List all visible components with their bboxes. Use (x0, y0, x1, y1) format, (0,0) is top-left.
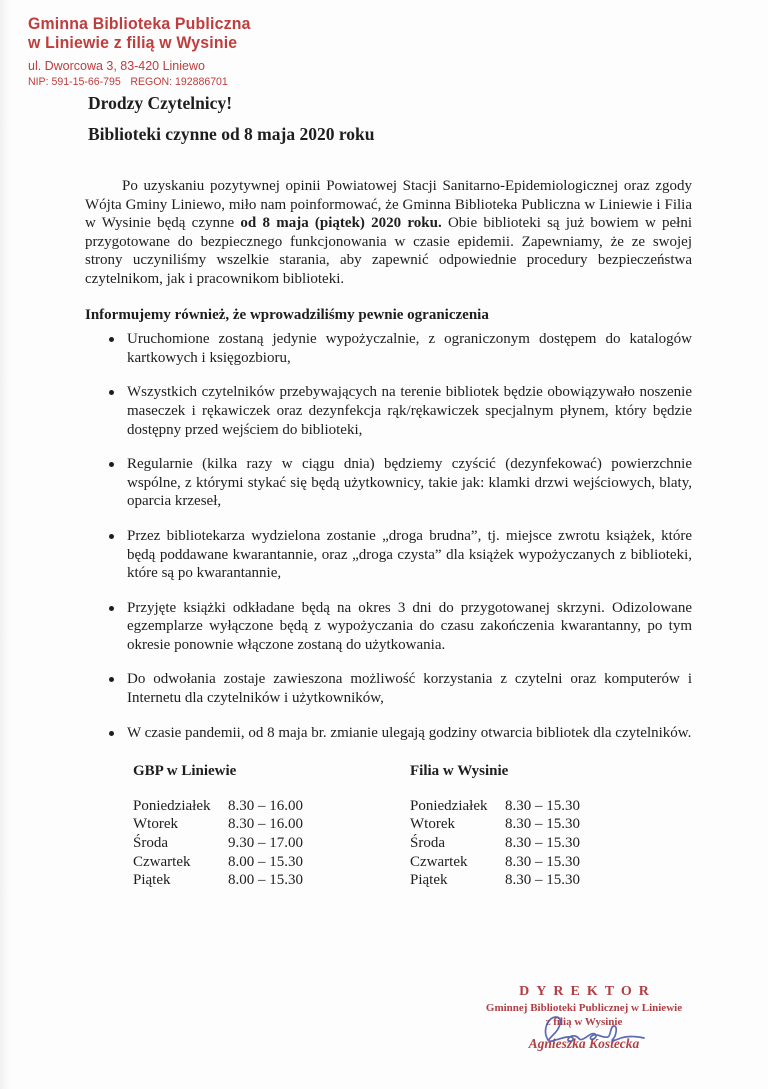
day-cell: Piątek (410, 872, 448, 889)
time-cell: 8.30 – 16.00 (228, 797, 303, 814)
restrictions-list (85, 330, 692, 742)
document-body (85, 93, 692, 890)
signature-role: DYREKTOR (519, 984, 656, 999)
table-row (410, 853, 640, 872)
list-item: W czasie pandemii, od 8 maja br. zmianie ulegają godziny otwarcia bibliotek dla czytelników. (85, 724, 692, 743)
day-cell: Środa (133, 835, 168, 852)
list-item: Regularnie (kilka razy w ciągu dnia) będziemy czyścić (dezynfekować) powierzchnie wspólne, z którymi stykać się będą użytkownicy, takie jak: klamki drzwi wejściowych, blaty, oparcia krzeseł, (85, 455, 692, 511)
table-row (133, 797, 363, 816)
day-cell: Poniedziałek (133, 797, 211, 814)
table-row (410, 797, 640, 816)
table-row (133, 853, 363, 872)
time-cell: 8.30 – 15.30 (505, 797, 580, 814)
time-cell: 8.30 – 16.00 (228, 816, 303, 833)
day-cell: Środa (410, 835, 445, 852)
intro-text-1: Po uzyskaniu pozytywnej opinii Powiatowej Stacji Sanitarno-Epidemiologicznej oraz zgody Wójta Gminy Liniewo, miło nam poinformować, że Gminna Biblioteka Publiczna w Liniewie i Filia w Wysinie będą czynne (85, 178, 692, 232)
letterhead-nip: NIP: 591-15-66-795 (28, 76, 121, 88)
director-signature-stamp (484, 984, 684, 1051)
table-row (410, 834, 640, 853)
signature-org-line2: z filią w Wysinie (545, 1016, 623, 1028)
list-item: Uruchomione zostaną jedynie wypożyczalnie, z ograniczonym dostępem do katalogów kartkowych i księgozbioru, (85, 330, 692, 367)
time-cell: 9.30 – 17.00 (228, 835, 303, 852)
intro-paragraph (85, 177, 692, 289)
time-cell: 8.30 – 15.30 (505, 872, 580, 889)
list-item: Do odwołania zostaje zawieszona możliwość korzystania z czytelni oraz komputerów i Internetu dla czytelników i użytkowników, (85, 670, 692, 707)
day-cell: Czwartek (133, 853, 191, 870)
salutation-heading: Drodzy Czytelnicy! (88, 93, 233, 113)
intro-text-2: Obie biblioteki są już bowiem w pełni przygotowane do bezpiecznego funkcjonowania w czasie epidemii. Zapewniamy, że ze swojej strony uczyniliśmy wszelkie starania, aby zapewnić odpowiednie procedury bezpieczeństwa czytelnikom, jak i pracownikom biblioteki. (85, 215, 693, 287)
time-cell: 8.00 – 15.30 (228, 853, 303, 870)
document-title: Biblioteki czynne od 8 maja 2020 roku (88, 124, 375, 144)
day-cell: Czwartek (410, 853, 468, 870)
hours-table-title: Filia w Wysinie (410, 763, 509, 780)
list-item: Przyjęte książki odkładane będą na okres 3 dni do przygotowanej skrzyni. Odizolowane egzemplarze wyłączone będą z wypożyczania do czasu zakończenia kwarantanny, po tym okresie ponownie włączone zostaną do użytkowania. (85, 599, 692, 655)
table-row (410, 871, 640, 890)
time-cell: 8.30 – 15.30 (505, 835, 580, 852)
hours-table-wysin (410, 762, 640, 890)
day-cell: Wtorek (410, 816, 455, 833)
hours-table-liniewo (133, 762, 363, 890)
table-row (133, 815, 363, 834)
letterhead-address: ul. Dworcowa 3, 83-420 Liniewo (28, 58, 205, 73)
time-cell: 8.30 – 15.30 (505, 853, 580, 870)
day-cell: Piątek (133, 872, 171, 889)
letterhead-regon: REGON: 192886701 (130, 76, 228, 88)
hours-table-title: GBP w Liniewie (133, 763, 237, 780)
letterhead-org-name-line2: w Liniewie z filią w Wysinie (28, 34, 238, 52)
day-cell: Poniedziałek (410, 797, 488, 814)
letterhead-ids (28, 76, 251, 89)
time-cell: 8.00 – 15.30 (228, 872, 303, 889)
table-row (133, 834, 363, 853)
table-row (133, 871, 363, 890)
day-cell: Wtorek (133, 816, 178, 833)
time-cell: 8.30 – 15.30 (505, 816, 580, 833)
signature-org-line1: Gminnej Biblioteki Publicznej w Liniewie (485, 1002, 683, 1014)
signature-name: Agnieszka Kostecka (528, 1036, 640, 1051)
opening-hours-section (85, 762, 692, 890)
letterhead-org-name-line1: Gminna Biblioteka Publiczna (28, 15, 251, 33)
letterhead-stamp (28, 15, 251, 89)
restrictions-heading: Informujemy również, że wprowadziliśmy pewnie ograniczenia (85, 306, 489, 323)
list-item: Wszystkich czytelników przebywających na terenie bibliotek będzie obowiązywało noszenie maseczek i rękawiczek oraz dezynfekcja rąk/rękawiczek specjalnym płynem, który będzie dostępny przed wejściem do biblioteki, (85, 383, 692, 439)
table-row (410, 815, 640, 834)
list-item: Przez bibliotekarza wydzielona zostanie „droga brudna”, tj. miejsce zwrotu książek, które będą poddawane kwarantannie, oraz „droga czysta” dla książek wypożyczanych z biblioteki, które są po kwarantannie, (85, 527, 692, 583)
intro-bold-date: od 8 maja (piątek) 2020 roku. (240, 215, 442, 232)
